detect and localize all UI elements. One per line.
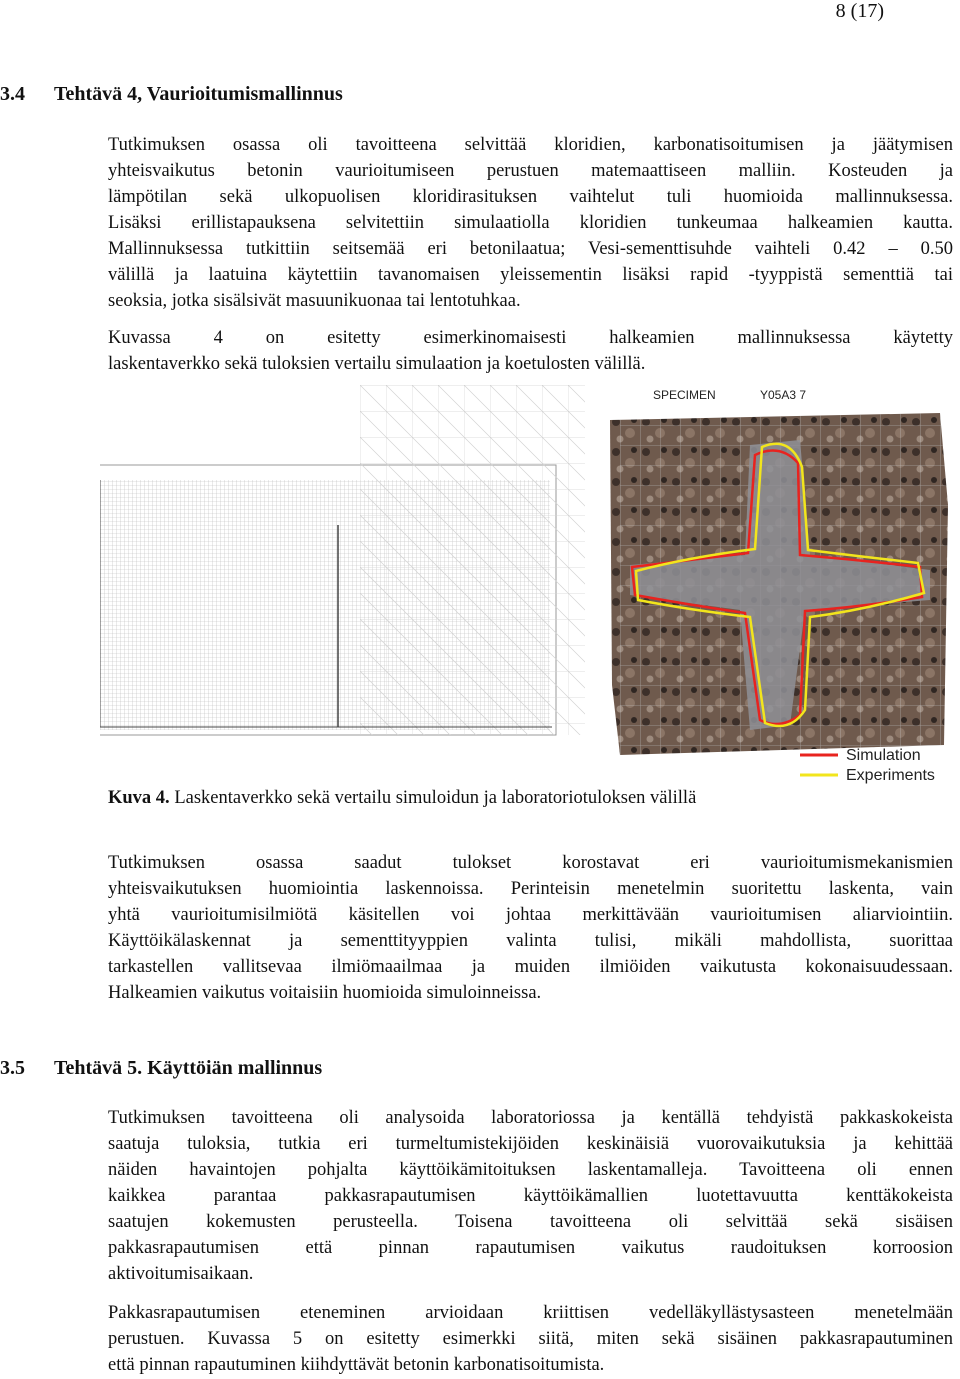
specimen-id: Y05A3 7 [760,388,807,402]
specimen-label: SPECIMEN [653,388,716,402]
text-line: perustuen. Kuvassa 5 on esitetty esimerkki siitä, miten sekä sisäinen pakkasrapautuminen [108,1329,953,1349]
section-number: 3.4 [0,83,25,105]
paragraph [108,1105,953,1287]
text-line: laskentaverkko sekä tuloksien vertailu simulaation ja koetulosten välillä. [108,354,646,374]
paragraph [108,325,953,377]
text-line: Halkeamien vaikutus voitaisiin huomioida simuloinneissa. [108,983,542,1003]
page-number: 8 (17) [835,0,884,22]
text-line: saatujen kokemusten perusteella. Toisena tavoitteena oli selvittää sekä sisäisen [108,1212,953,1232]
caption-text: Laskentaverkko sekä vertailu simuloidun ja laboratoriotuloksen välillä [169,788,697,808]
text-line: näiden havaintojen pohjalta käyttöikämitoituksen laskentamalleja. Tavoitteena oli ennen [108,1160,953,1180]
legend-simulation-label: Simulation [846,747,921,764]
text-line: Tutkimuksen osassa saadut tulokset korostavat eri vaurioitumismekanismien [108,853,953,873]
text-line: yhteisvaikutus betonin vaurioitumiseen perustuen matemaattiseen malliin. Kosteuden ja [108,161,953,181]
section-number: 3.5 [0,1057,25,1079]
text-line: että pinnan rapautuminen kiihdyttävät betonin karbonatisoitumista. [108,1355,605,1375]
text-line: saatuja tuloksia, tutkia eri turmeltumistekijöiden keskinäisiä vuorovaikutuksia ja kehittää [108,1134,953,1154]
text-line: lämpötilan sekä ulkopuolisen kloridirasituksen vaihtelut tuli huomioida mallinnuksessa. [108,187,953,207]
text-line: Pakkasrapautumisen eteneminen arvioidaan kriittisen vedelläkyllästysasteen menetelmään [108,1303,953,1323]
legend-experiments-label: Experiments [846,767,935,784]
text-line: pakkasrapautumisen että pinnan rapautumisen vaikutus raudoituksen korroosion [108,1238,953,1258]
text-line: aktivoitumisaikaan. [108,1264,254,1284]
paragraph [108,132,953,314]
text-line: yhtä vaurioitumisilmiötä käsitellen voi johtaa merkittävään vaurioitumisen aliarviointiin. [108,905,953,925]
text-line: välillä ja laatuina käytettiin tavanomaisen yleissementin lisäksi rapid -tyyppistä sementtiä tai [108,265,953,285]
section-title: Tehtävä 5. Käyttöiän mallinnus [54,1057,323,1079]
text-line: kaikkea parantaa pakkasrapautumisen käyttöikämallien luotettavuutta kenttäkokeista [108,1186,953,1206]
figure-caption [108,788,696,809]
text-line: Mallinnuksessa tutkittiin seitsemää eri betonilaatua; Vesi-sementtisuhde vaihteli 0.42 – 0.50 [108,239,953,259]
text-line: Lisäksi erillistapauksena selvitettiin simulaatiolla kloridien tunkeumaa halkeamien kautta. [108,213,953,233]
paragraph [108,1300,953,1378]
text-line: seoksia, jotka sisälsivät masuunikuonaa tai lentotuhkaa. [108,291,521,311]
section-title: Tehtävä 4, Vaurioitumismallinnus [54,83,343,105]
text-line: tarkastellen vallitsevaa ilmiömaailmaa ja muiden ilmiöiden vaikutusta kokonaisuudessaan. [108,957,953,977]
text-line: Tutkimuksen osassa oli tavoitteena selvittää kloridien, karbonatisoitumisen ja jäätymisen [108,135,953,155]
text-line: Tutkimuksen tavoitteena oli analysoida laboratoriossa ja kentällä tehdyistä pakkaskokeista [108,1108,953,1128]
text-line: yhteisvaikutuksen huomiointia laskennoissa. Perinteisin menetelmin suoritettu laskenta, vain [108,879,953,899]
specimen-photo [585,385,960,785]
paragraph [108,850,953,1006]
text-line: Kuvassa 4 on esitetty esimerkinomaisesti halkeamien mallinnuksessa käytetty [108,328,953,348]
section-heading-3-5 [0,1057,322,1080]
caption-label: Kuva 4. [108,788,170,808]
calculation-mesh [100,385,600,735]
text-line: Käyttöikälaskennat ja sementtityyppien valinta tulisi, mikäli mahdollista, suorittaa [108,931,953,951]
figure-4 [100,385,960,785]
section-heading-3-4 [0,83,343,106]
